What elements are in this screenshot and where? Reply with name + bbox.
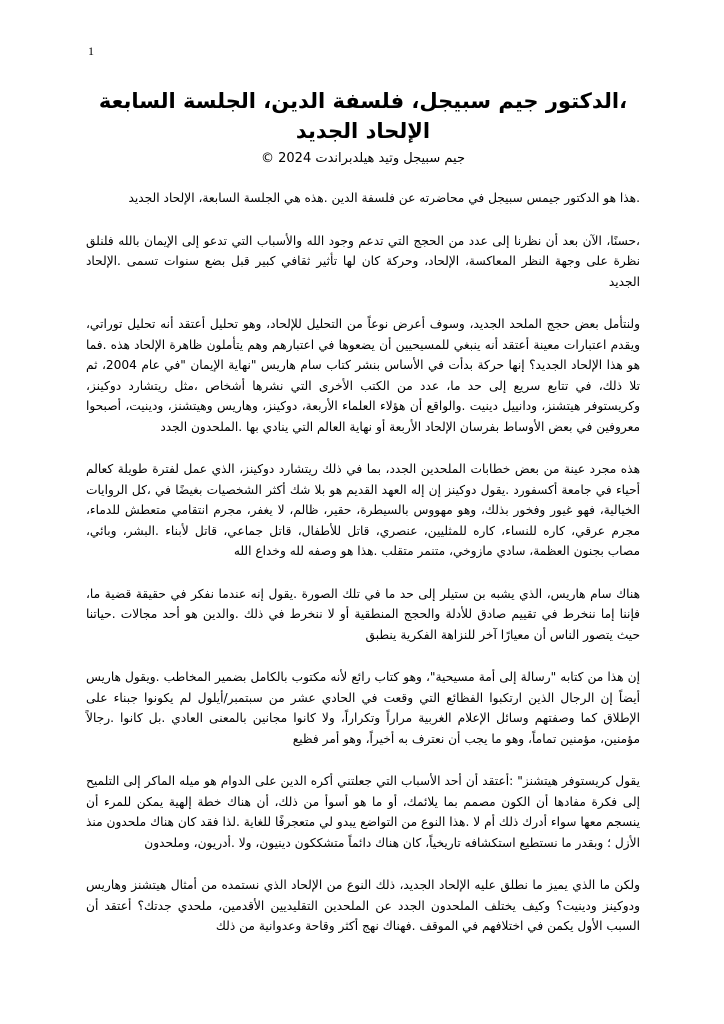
paragraph: ولنتأمل بعض حجج الملحد الجديد، وسوف أعرض نوعاً من التحليل للإلحاد، وهو تحليل أعتقد أنه تحليل توراتي، ويقدم اعتبارات معينة أعتقد أنه ينبغي للمسيحيين أن يضعوها في اعتبارهم وهم يتأملون ظاهرة الإلحاد هذه .فما هو هذا الإلحاد الجديد؟ إنها حركة بدأت في الأساس بنشر كتاب سام هاريس "نهاية الإيمان "في عام 2004، ثم تلا ذلك، في تتابع سريع إلى حد ما، عدد من الكتب الأخرى التي نشرها أشخاص ،مثل ريتشارد دوكينز، وكريستوفر هيتشنز، ودانييل دينيت .والواقع أن هؤلاء العلماء الأربعة، دوكينز، وهاريس وهيتشنز، ودينيت، أصبحوا معروفين في بعض الأوساط بفرسان الإلحاد الأربعة أو نهاية العالم التي ينادي بها .الملحدون الجدد [86, 317, 640, 434]
paragraph: ولكن ما الذي يميز ما نطلق عليه الإلحاد الجديد، ذلك النوع من الإلحاد الذي نستمده من أمثال هيتشنز وهاريس ودوكينز ودينيت؟ وكيف يختلف الملحدون الجدد عن الملحدين التقليديين الأقدمين، ملحدي جدتك؟ أعتقد أن السبب الأول يكمن في اختلافهم في الموقف .فهناك نهج أكثر وقاحة وعدوانية من ذلك [86, 878, 640, 933]
document-body [86, 188, 640, 937]
paragraph: هذه مجرد عينة من بعض خطابات الملحدين الجدد، بما في ذلك ريتشارد دوكينز، الذي عمل لفترة طويلة كعالم أحياء في جامعة أكسفورد .يقول دوكينز إن إله العهد القديم هو بلا شك أكثر الشخصيات بغيضًا في ،كل الروايات الخيالية، فهو غيور وفخور بذلك، وهو مهووس بالسيطرة، حقير، ظالم، لا يغفر، مجرم انتقامي متعطش للدماء، مجرم عرقي، كاره للنساء، كاره للمثليين، عنصري، قاتل للأطفال، قاتل جماعي، قاتل لأبناء .البشر، وبائي، مصاب بجنون العظمة، سادي مازوخي، متنمر متقلب .هذا هو وصفه لله وخداع الله [86, 462, 640, 558]
document-title [86, 86, 640, 146]
title-line-1: ،الدكتور جيم سبيجل، فلسفة الدين، الجلسة السابعة [98, 89, 628, 113]
copyright-line: جيم سبيجل وتيد هيلدبراندت 2024 © [261, 151, 465, 166]
paragraph: هناك سام هاريس، الذي يشبه بن ستيلر إلى حد ما في تلك الصورة .يقول إنه عندما نفكر في حقيقة قضية ما، فإننا إما ننخرط في تقييم صادق للأدلة والحجج المنطقية أو لا ننخرط في ذلك .والدين هو أحد مجالات .حياتنا حيث يتصور الناس أن معيارًا آخر للنزاهة الفكرية ينطبق [86, 586, 640, 642]
paragraph: يقول كريستوفر هيتشنز" :أعتقد أن أحد الأسباب التي جعلتني أكره الدين على الدوام هو ميله الماكر إلى التلميح إلى فكرة مفادها أن الكون مصمم بما يلائمك، أو ما هو أسوأ من ذلك، أن هناك خطة إلهية يمكن للمرء أن ينسجم معها سواء أدرك ذلك أم لا .هذا النوع من التواضع يبدو لي متعجرفًا للغاية .لذا فقد كان هناك ملحدون منذ الأزل ؛ وبقدر ما نستطيع استكشافه تاريخياً، كان هناك دائماً متشككون دينيون، ولا .أدريون، وملحدون [86, 774, 640, 850]
title-line-2: الإلحاد الجديد [295, 119, 431, 143]
paragraph: ،حسنًا، الآن بعد أن نظرنا إلى عدد من الحجج التي تدعم وجود الله والأسباب التي تدعو إلى الإيمان بالله فلنلق نظرة على وجهة النظر المعاكسة، الإلحاد، وحركة كان لها تأثير ثقافي كبير قبل بضع سنوات تسمى .الإلحاد الجديد [86, 233, 640, 289]
paragraph: إن هذا من كتابه "رسالة إلى أمة مسيحية"، وهو كتاب رائع لأنه مكتوب بالكامل بضمير المخاطب .ويقول هاريس أيضاً إن الرجال الذين ارتكبوا الفظائع التي وقعت في الحادي عشر من سبتمبر/أيلول لم يكونوا جبناء على الإطلاق كما وصفتهم وسائل الإعلام الغربية مراراً وتكراراً، ولا كانوا مجانين بالمعنى العادي .بل كانوا .رجالاً مؤمنين، مؤمنين تماماً، وهو ما يجب أن نعترف به أخيراً، وهو أمر فظيع [86, 670, 640, 746]
document-content [86, 86, 640, 959]
page-number: 1 [88, 44, 94, 58]
paragraph: .هذا هو الدكتور جيمس سبيجل في محاضرته عن فلسفة الدين .هذه هي الجلسة السابعة، الإلحاد الجديد [128, 191, 640, 205]
